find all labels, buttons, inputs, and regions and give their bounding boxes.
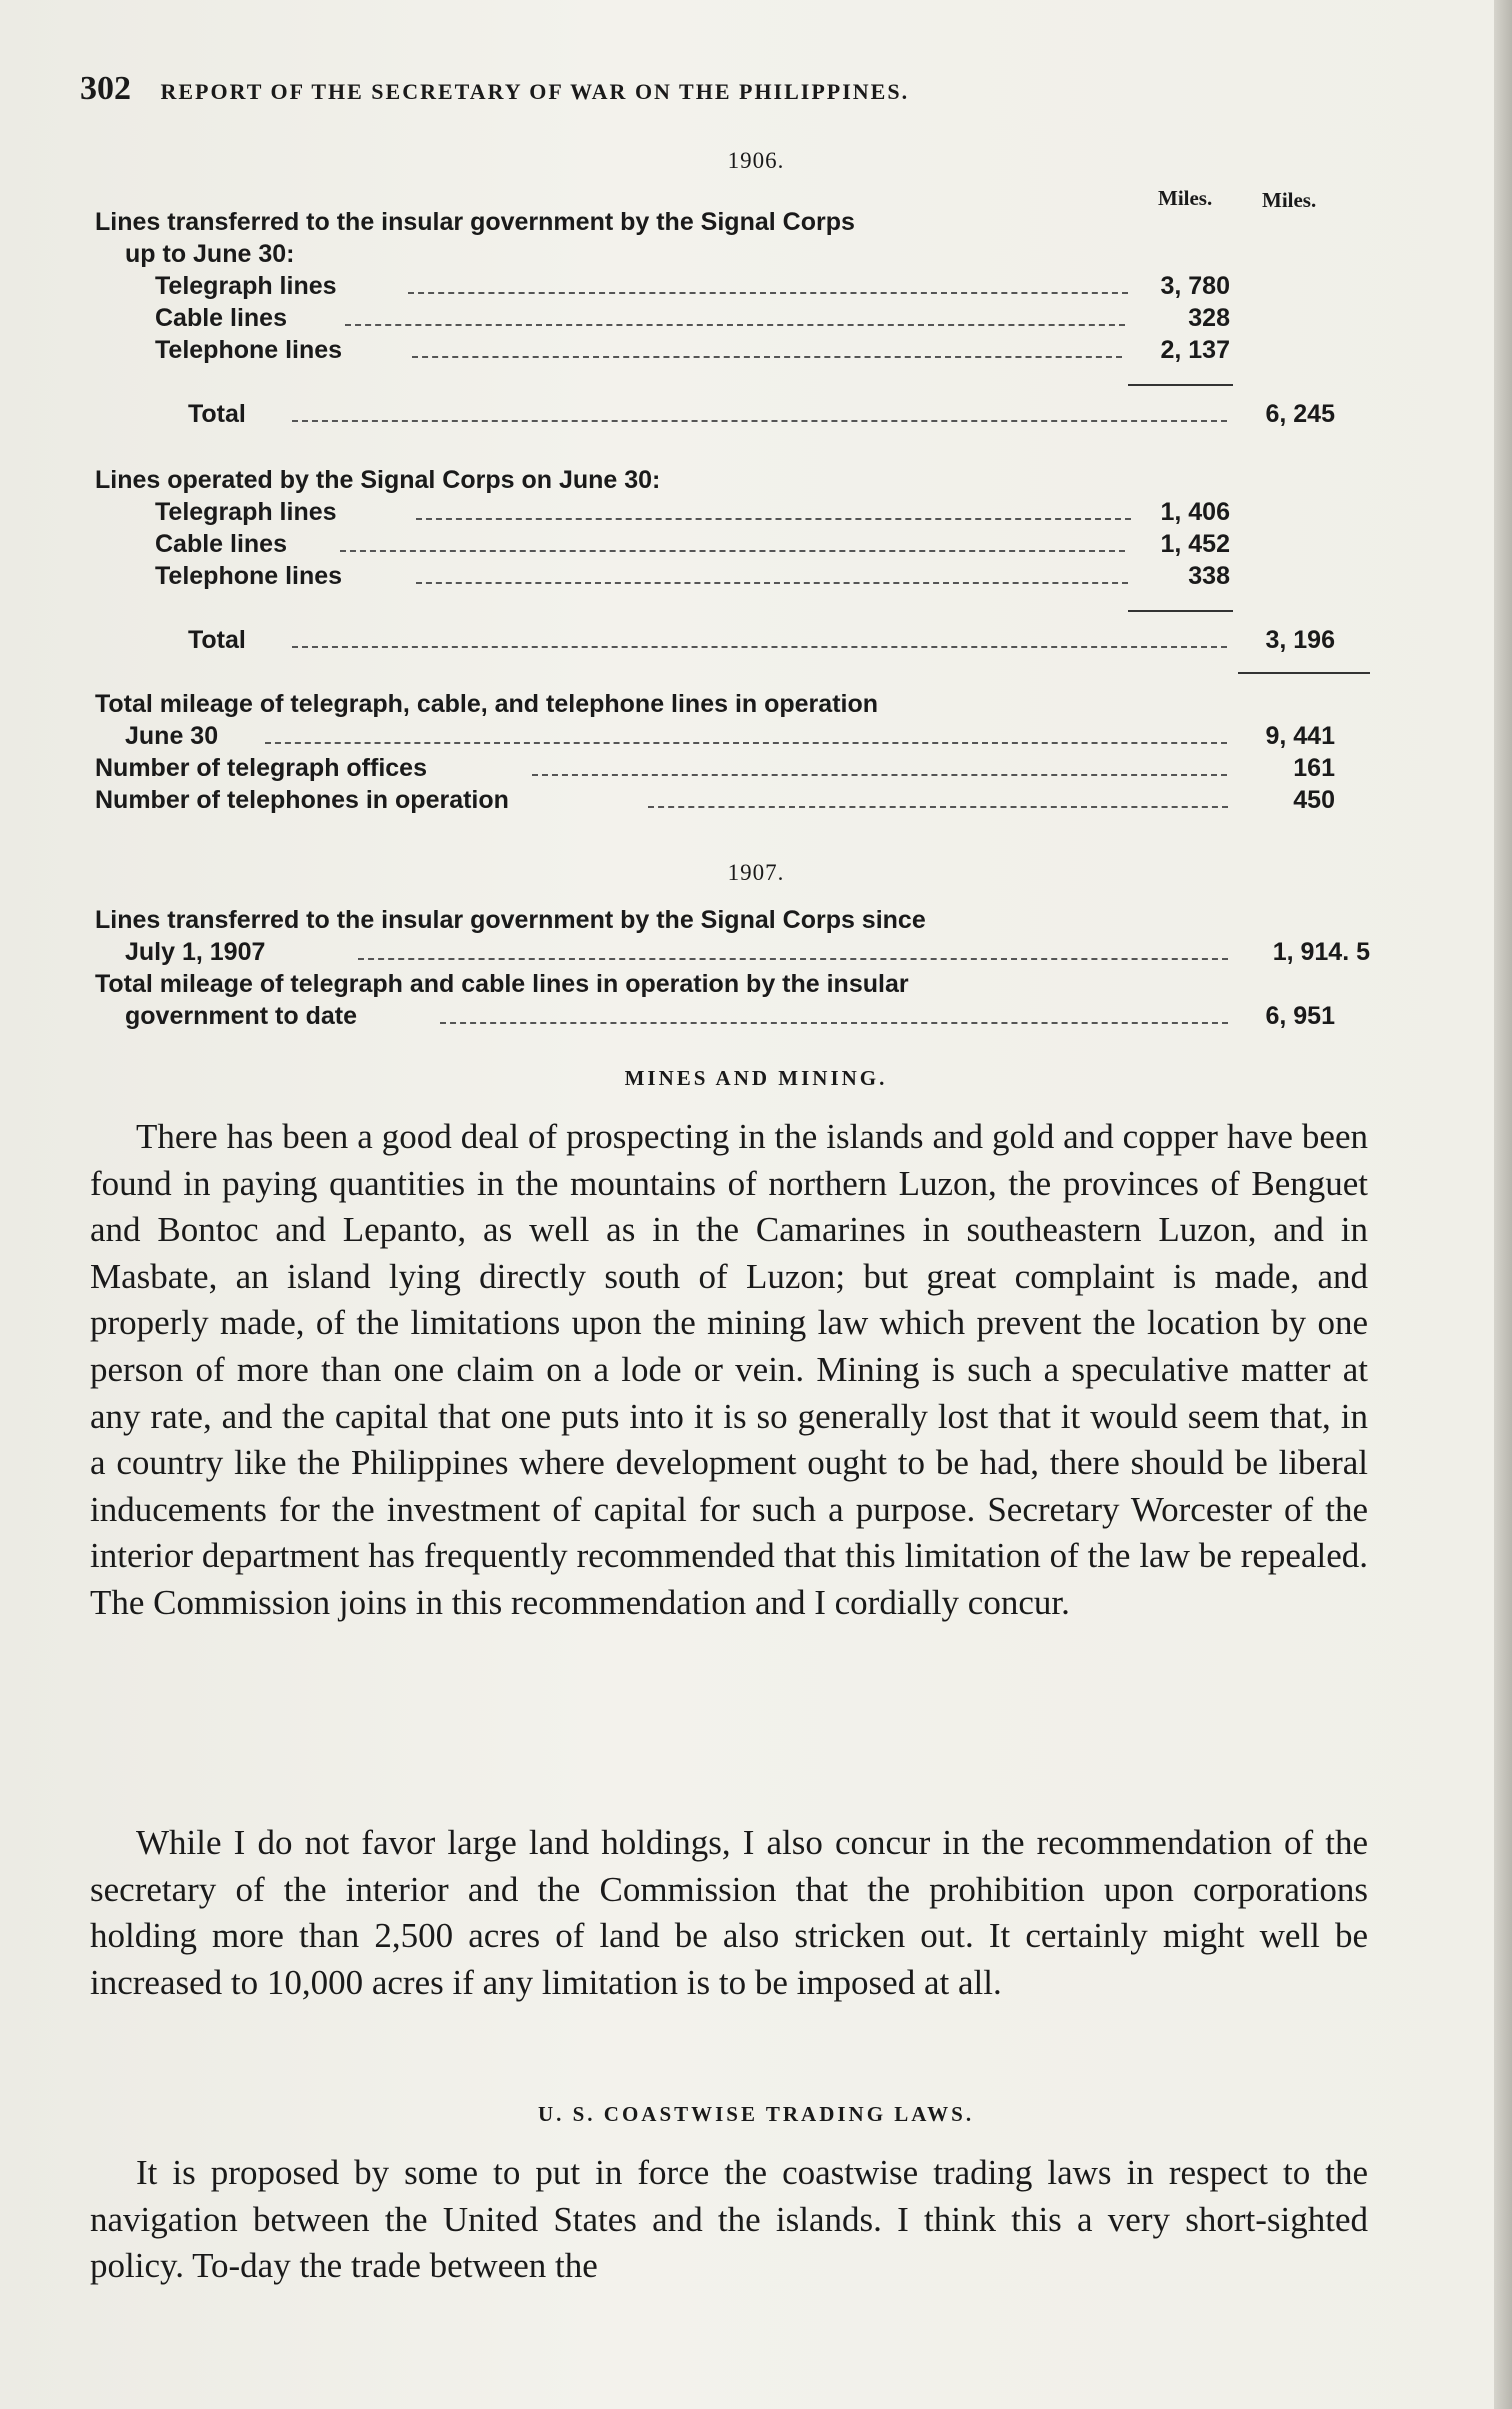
leader-dots: [416, 518, 1131, 520]
grand-total-rule: [1238, 672, 1370, 674]
transferred-telegraph-label: Telegraph lines: [155, 272, 337, 300]
operated-heading: Lines operated by the Signal Corps on June 30:: [95, 466, 661, 494]
transferred-total-label: Total: [188, 400, 246, 428]
mileage-1907-value: 6, 951: [1265, 1002, 1335, 1030]
telegraph-offices-value: 161: [1293, 754, 1335, 782]
transferred-1907-line2: July 1, 1907: [125, 938, 266, 966]
operated-cable-label: Cable lines: [155, 530, 287, 558]
column-header-1: Miles.: [1158, 186, 1213, 210]
mines-paragraph-2: While I do not favor large land holdings, I also concur in the recommendation of the secretary of the interior and the Commission that the prohibition upon corporations holding more than 2,500 acres of land be also stricken out. It certainly might well be increased to 10,000 acres if any limitation is to be imposed at all.: [90, 1823, 1368, 2002]
operated-telephone-label: Telephone lines: [155, 562, 343, 590]
leader-dots: [358, 958, 1228, 960]
operated-telegraph-label: Telegraph lines: [155, 498, 337, 526]
leader-dots: [345, 324, 1125, 326]
leader-dots: [416, 582, 1128, 584]
leader-dots: [292, 420, 1227, 422]
operated-cable-value: 1, 452: [1160, 530, 1230, 558]
operated-telegraph-value: 1, 406: [1160, 498, 1230, 526]
leader-dots: [648, 806, 1228, 808]
leader-dots: [292, 646, 1227, 648]
transferred-total-value: 6, 245: [1265, 400, 1335, 428]
telegraph-offices-label: Number of telegraph offices: [95, 754, 427, 782]
transferred-heading-line1: Lines transferred to the insular government by the Signal Corps: [95, 208, 855, 236]
telephones-label: Number of telephones in operation: [95, 786, 509, 814]
mileage-line2: June 30: [125, 722, 219, 750]
column-header-2: Miles.: [1262, 188, 1317, 212]
sum-rule: [1128, 610, 1233, 612]
transferred-telegraph-value: 3, 780: [1160, 272, 1230, 300]
leader-dots: [408, 292, 1128, 294]
mileage-line1: Total mileage of telegraph, cable, and telephone lines in operation: [95, 690, 879, 718]
mileage-1907-line1: Total mileage of telegraph and cable lines in operation by the insular: [95, 970, 909, 998]
leader-dots: [340, 550, 1125, 552]
page-edge: [1494, 0, 1512, 2409]
year-1906-heading: 1906.: [727, 148, 785, 173]
telephones-value: 450: [1293, 786, 1335, 814]
year-1907-heading: 1907.: [727, 860, 785, 885]
leader-dots: [412, 356, 1122, 358]
page-number: 302: [80, 70, 131, 107]
transferred-cable-value: 328: [1188, 304, 1230, 332]
transferred-cable-label: Cable lines: [155, 304, 287, 332]
leader-dots: [265, 742, 1227, 744]
mileage-value: 9, 441: [1265, 722, 1335, 750]
mines-heading: MINES AND MINING.: [624, 1066, 888, 1090]
leader-dots: [440, 1022, 1228, 1024]
transferred-1907-value: 1, 914. 5: [1272, 938, 1370, 966]
page-header: [80, 70, 1300, 108]
running-title: REPORT OF THE SECRETARY OF WAR ON THE PHILIPPINES.: [160, 79, 910, 104]
sum-rule: [1128, 384, 1233, 386]
mines-paragraph-1: There has been a good deal of prospecting in the islands and gold and copper have been found in paying quantities in the mountains of northern Luzon, the provinces of Benguet and Bontoc and Lepanto, as well as in the Camarines in southeastern Luzon, and in Masbate, an island lying directly south of Luzon; but great complaint is made, and properly made, of the limitations upon the mining law which prevent the location by one person of more than one claim on a lode or vein. Mining is such a speculative matter at any rate, and the capital that one puts into it is so generally lost that it would seem that, in a country like the Philippines where development ought to be had, there should be liberal inducements for the investment of capital for such a purpose. Secretary Worcester of the interior department has frequently recommended that this limitation of the law be repealed. The Commission joins in this recommendation and I cordially concur.: [90, 1117, 1368, 1622]
mileage-1907-line2: government to date: [125, 1002, 357, 1030]
coastwise-paragraph: It is proposed by some to put in force the coastwise trading laws in respect to the navigation between the United States and the islands. I think this a very short-sighted policy. To-day the trade between the: [90, 2153, 1368, 2286]
transferred-telephone-label: Telephone lines: [155, 336, 343, 364]
operated-total-value: 3, 196: [1265, 626, 1335, 654]
transferred-1907-line1: Lines transferred to the insular government by the Signal Corps since: [95, 906, 926, 934]
leader-dots: [532, 774, 1227, 776]
transferred-telephone-value: 2, 137: [1160, 336, 1230, 364]
coastwise-heading: U. S. COASTWISE TRADING LAWS.: [537, 2102, 975, 2126]
transferred-heading-line2: up to June 30:: [125, 240, 295, 268]
operated-telephone-value: 338: [1188, 562, 1230, 590]
operated-total-label: Total: [188, 626, 246, 654]
